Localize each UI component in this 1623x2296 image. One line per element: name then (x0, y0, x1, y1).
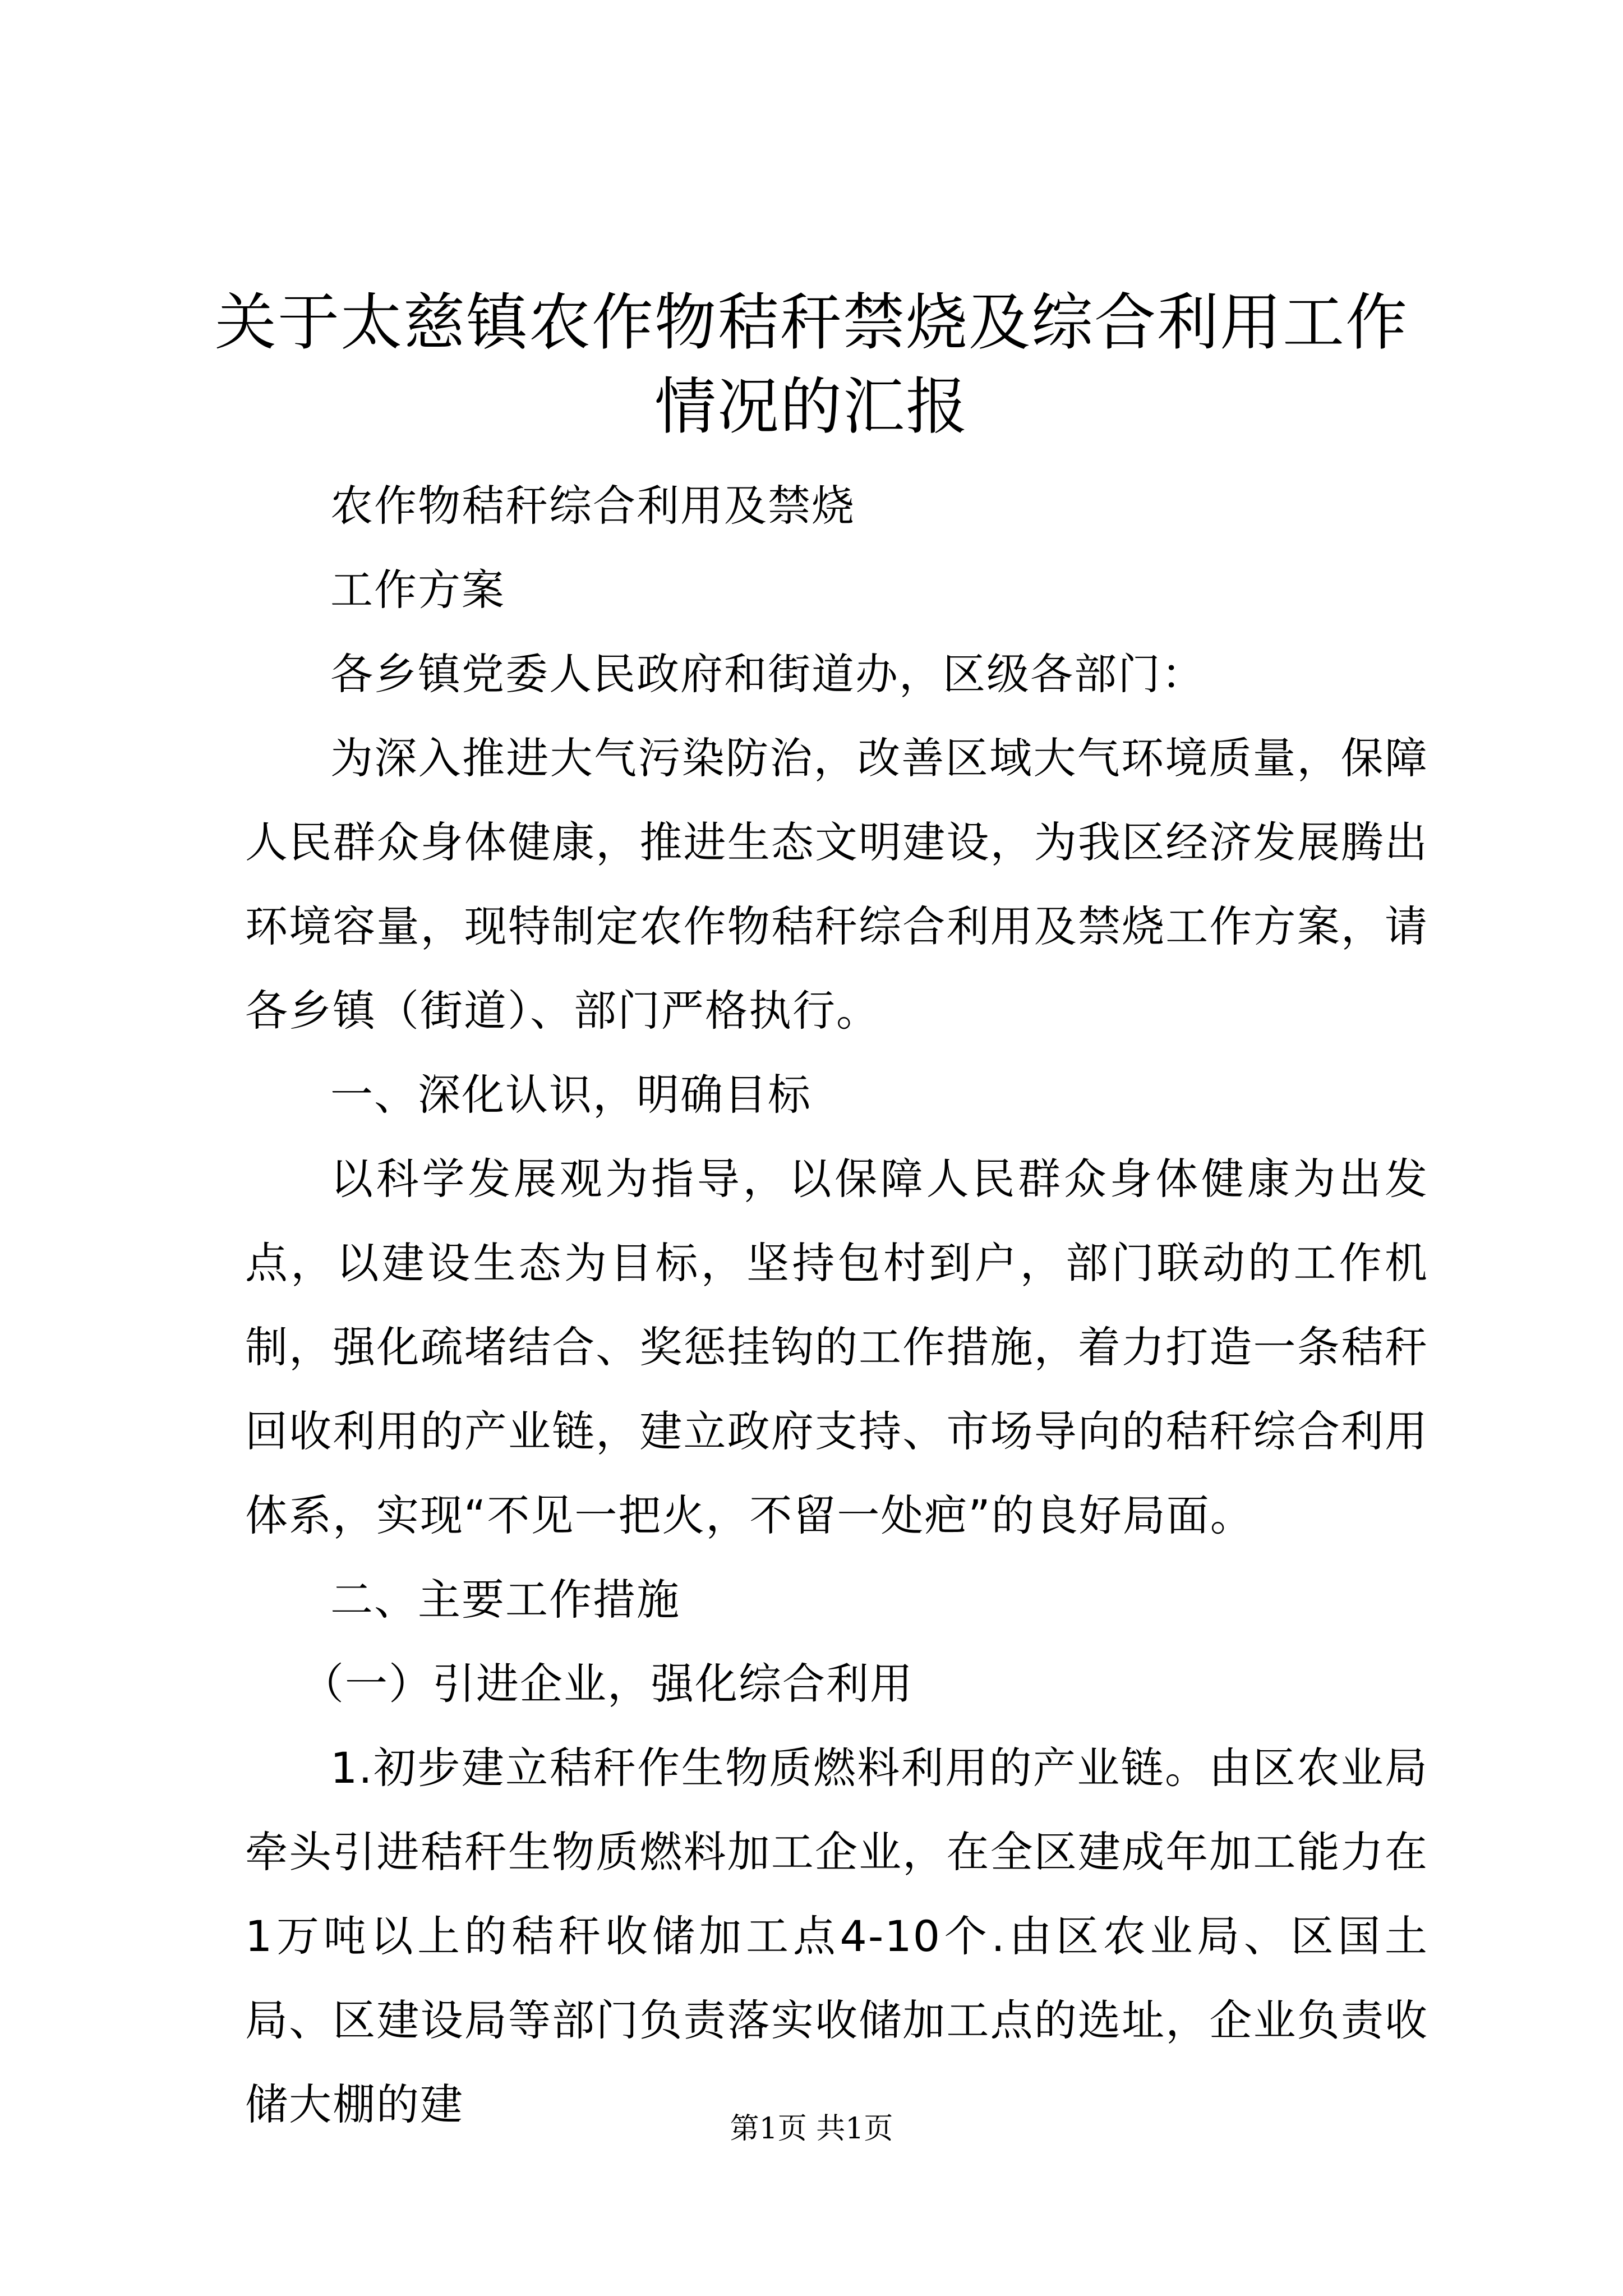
paragraph-intro: 为深入推进大气污染防治，改善区域大气环境质量，保障人民群众身体健康，推进生态文明建设，为我区经济发展腾出环境容量，现特制定农作物秸秆综合利用及禁烧工作方案，请各乡镇（街道）、部门严格执行。 (245, 733, 1428, 1036)
document-title: 关于太慈镇农作物秸秆禁烧及综合利用工作情况的汇报 (215, 287, 1408, 443)
paragraph-plan-label: 工作方案 (330, 565, 505, 615)
paragraph-measure-1: 1.初步建立秸秆作生物质燃料利用的产业链。由区农业局牵头引进秸秆生物质燃料加工企业，在全区建成年加工能力在1万吨以上的秸秆收储加工点4-10个.由区农业局、区国土局、区建设局等部门负责落实收储加工点的选址，企业负责收储大棚的建 (245, 1743, 1428, 2129)
paragraph-goals: 以科学发展观为指导，以保障人民群众身体健康为出发点，以建设生态为目标，坚持包村到户，部门联动的工作机制，强化疏堵结合、奖惩挂钩的工作措施，着力打造一条秸秆回收利用的产业链，建立政府支持、市场导向的秸秆综合利用体系，实现“不见一把火，不留一处疤”的良好局面。 (245, 1154, 1428, 1540)
paragraph-addressee: 各乡镇党委人民政府和街道办，区级各部门： (330, 649, 1205, 699)
section-heading-2: 二、主要工作措施 (330, 1575, 680, 1625)
page-footer: 第1页 共1页 (730, 2112, 893, 2146)
subsection-heading-1: （一）引进企业，强化综合利用 (301, 1659, 914, 1709)
document-body (245, 464, 1428, 2147)
paragraph-subject: 农作物秸秆综合利用及禁烧 (330, 481, 855, 531)
section-heading-1: 一、深化认识，明确目标 (330, 1070, 811, 1120)
